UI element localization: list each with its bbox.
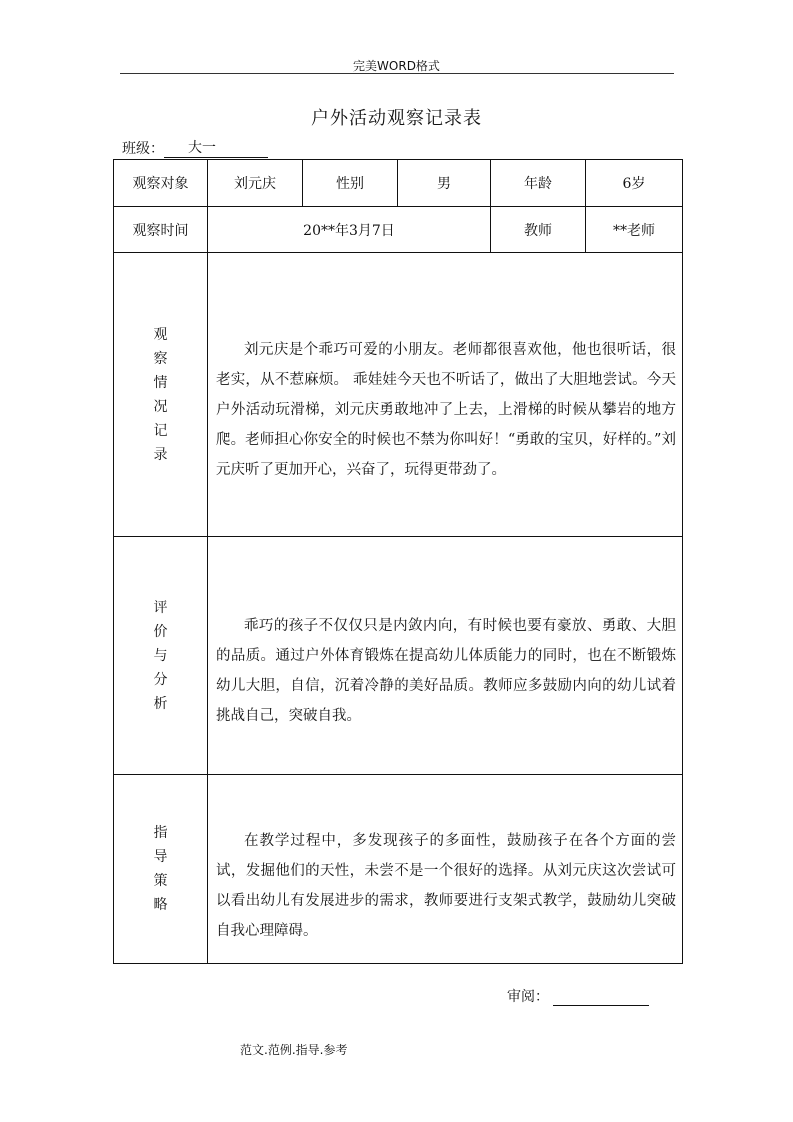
observation-label-char: 观 [153, 326, 168, 343]
age-label: 年龄 [491, 160, 586, 207]
class-value: 大一 [164, 139, 268, 158]
observation-label-char: 录 [153, 446, 168, 463]
table-row-time [114, 207, 683, 253]
review-signature-line [553, 989, 649, 1006]
observation-text: 刘元庆是个乖巧可爱的小朋友。老师都很喜欢他，他也很听话，很老实，从不惹麻烦。 乖娃娃今天也不听话了，做出了大胆地尝试。今天户外活动玩滑梯，刘元庆勇敢地冲了上去，上滑梯的时候从攀岩的地方爬。老师担心你安全的时候也不禁为你叫好！“勇敢的宝贝，好样的。”刘元庆听了更加开心，兴奋了，玩得更带劲了。 [216, 341, 676, 478]
strategy-text: 在教学过程中，多发现孩子的多面性，鼓励孩子在各个方面的尝试，发掘他们的天性，未尝不是一个很好的选择。从刘元庆这次尝试可以看出幼儿有发展进步的需求，教师要进行支架式教学，鼓励幼儿突破自我心理障碍。 [216, 832, 676, 939]
observation-table [113, 159, 683, 964]
age-value: 6岁 [586, 160, 683, 207]
teacher-value: **老师 [586, 207, 683, 253]
page-footer: 范文.范例.指导.参考 [240, 1043, 348, 1057]
document-title: 户外活动观察记录表 [311, 108, 482, 129]
table-row-analysis [114, 537, 683, 775]
time-label: 观察时间 [114, 207, 208, 253]
review-signature [507, 986, 649, 1006]
analysis-label-char: 与 [153, 647, 168, 664]
analysis-content [208, 537, 683, 775]
strategy-label-char: 策 [153, 873, 168, 889]
time-value: 20**年3月7日 [208, 207, 491, 253]
strategy-label [114, 775, 208, 964]
analysis-label-char: 价 [153, 623, 168, 640]
observation-label-char: 况 [153, 398, 168, 415]
observation-label-char: 情 [153, 374, 168, 391]
page-header: 完美WORD格式 [353, 59, 440, 73]
class-label: 班级： [122, 141, 164, 157]
analysis-label-char: 评 [153, 599, 168, 616]
review-label: 审阅： [507, 989, 549, 1005]
analysis-label-char: 析 [153, 695, 168, 712]
subject-label: 观察对象 [114, 160, 208, 207]
strategy-label-char: 略 [153, 897, 168, 913]
teacher-label: 教师 [491, 207, 586, 253]
strategy-label-char: 导 [153, 849, 168, 865]
observation-label-char: 记 [153, 422, 168, 439]
strategy-label-char: 指 [153, 825, 168, 841]
analysis-label [114, 537, 208, 775]
strategy-content [208, 775, 683, 964]
analysis-text: 乖巧的孩子不仅仅只是内敛内向，有时候也要有豪放、勇敢、大胆的品质。通过户外体育锻炼在提高幼儿体质能力的同时，也在不断锻炼幼儿大胆，自信，沉着冷静的美好品质。教师应多鼓励内向的幼儿试着挑战自己，突破自我。 [216, 617, 676, 724]
gender-value: 男 [398, 160, 491, 207]
header-rule [120, 73, 674, 74]
observation-label-char: 察 [153, 350, 168, 367]
table-row-observation [114, 253, 683, 537]
class-info [122, 138, 268, 158]
analysis-label-char: 分 [153, 671, 168, 688]
subject-value: 刘元庆 [208, 160, 303, 207]
table-row-basic-info [114, 160, 683, 207]
observation-content [208, 253, 683, 537]
observation-label [114, 253, 208, 537]
table-row-strategy [114, 775, 683, 964]
gender-label: 性别 [303, 160, 398, 207]
